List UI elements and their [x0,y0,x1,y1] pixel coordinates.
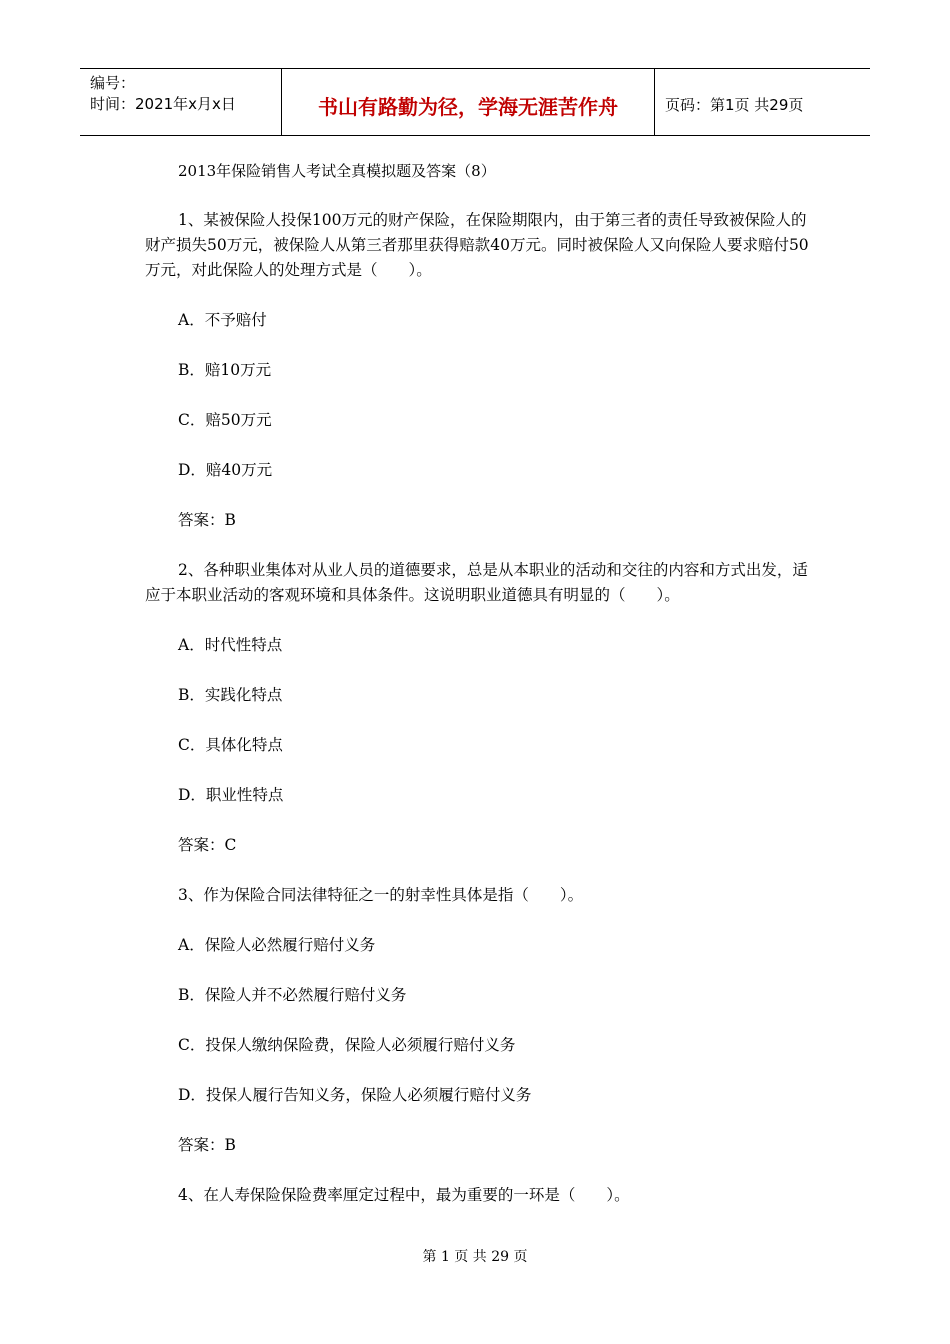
question-stem: 3、作为保险合同法律特征之一的射幸性具体是指（ ）。 [178,886,584,904]
page-footer: 第 1 页 共 29 页 [422,1249,528,1265]
option-d: D．职业性特点 [178,786,284,804]
option-b: B．赔10万元 [178,361,272,379]
option-c: C．赔50万元 [178,411,272,429]
answer: 答案：B [178,511,236,529]
option-c: C．投保人缴纳保险费，保险人必须履行赔付义务 [178,1036,516,1054]
header-motto: 书山有路勤为径，学海无涯苦作舟 [282,69,655,135]
time-label: 时间：2021年x月x日 [90,95,236,113]
option-d: D．赔40万元 [178,461,273,479]
number-label: 编号： [90,74,136,92]
answer: 答案：B [178,1136,236,1154]
option-a: A．时代性特点 [178,636,283,654]
document-title: 2013年保险销售人考试全真模拟题及答案（8） [178,162,496,180]
option-c: C．具体化特点 [178,736,283,754]
option-b: B．实践化特点 [178,686,283,704]
option-b: B．保险人并不必然履行赔付义务 [178,986,407,1004]
option-a: A．不予赔付 [178,311,267,329]
question-list [145,208,810,1208]
option-a: A．保险人必然履行赔付义务 [178,936,376,954]
question-stem: 4、在人寿保险保险费率厘定过程中，最为重要的一环是（ ）。 [178,1186,630,1204]
header-page-info: 页码：第1页 共29页 [665,95,804,114]
header-meta [80,69,282,135]
question-stem: 1、某被保险人投保100万元的财产保险，在保险期限内，由于第三者的责任导致被保险人的财产损失50万元，被保险人从第三者那里获得赔款40万元。同时被保险人又向保险人要求赔付50万元，对此保险人的处理方式是（ ）。 [145,211,809,279]
page-header [80,68,870,136]
answer: 答案：C [178,836,237,854]
question-stem: 2、各种职业集体对从业人员的道德要求，总是从本职业的活动和交往的内容和方式出发，适应于本职业活动的客观环境和具体条件。这说明职业道德具有明显的（ ）。 [145,561,808,604]
option-d: D．投保人履行告知义务，保险人必须履行赔付义务 [178,1086,532,1104]
